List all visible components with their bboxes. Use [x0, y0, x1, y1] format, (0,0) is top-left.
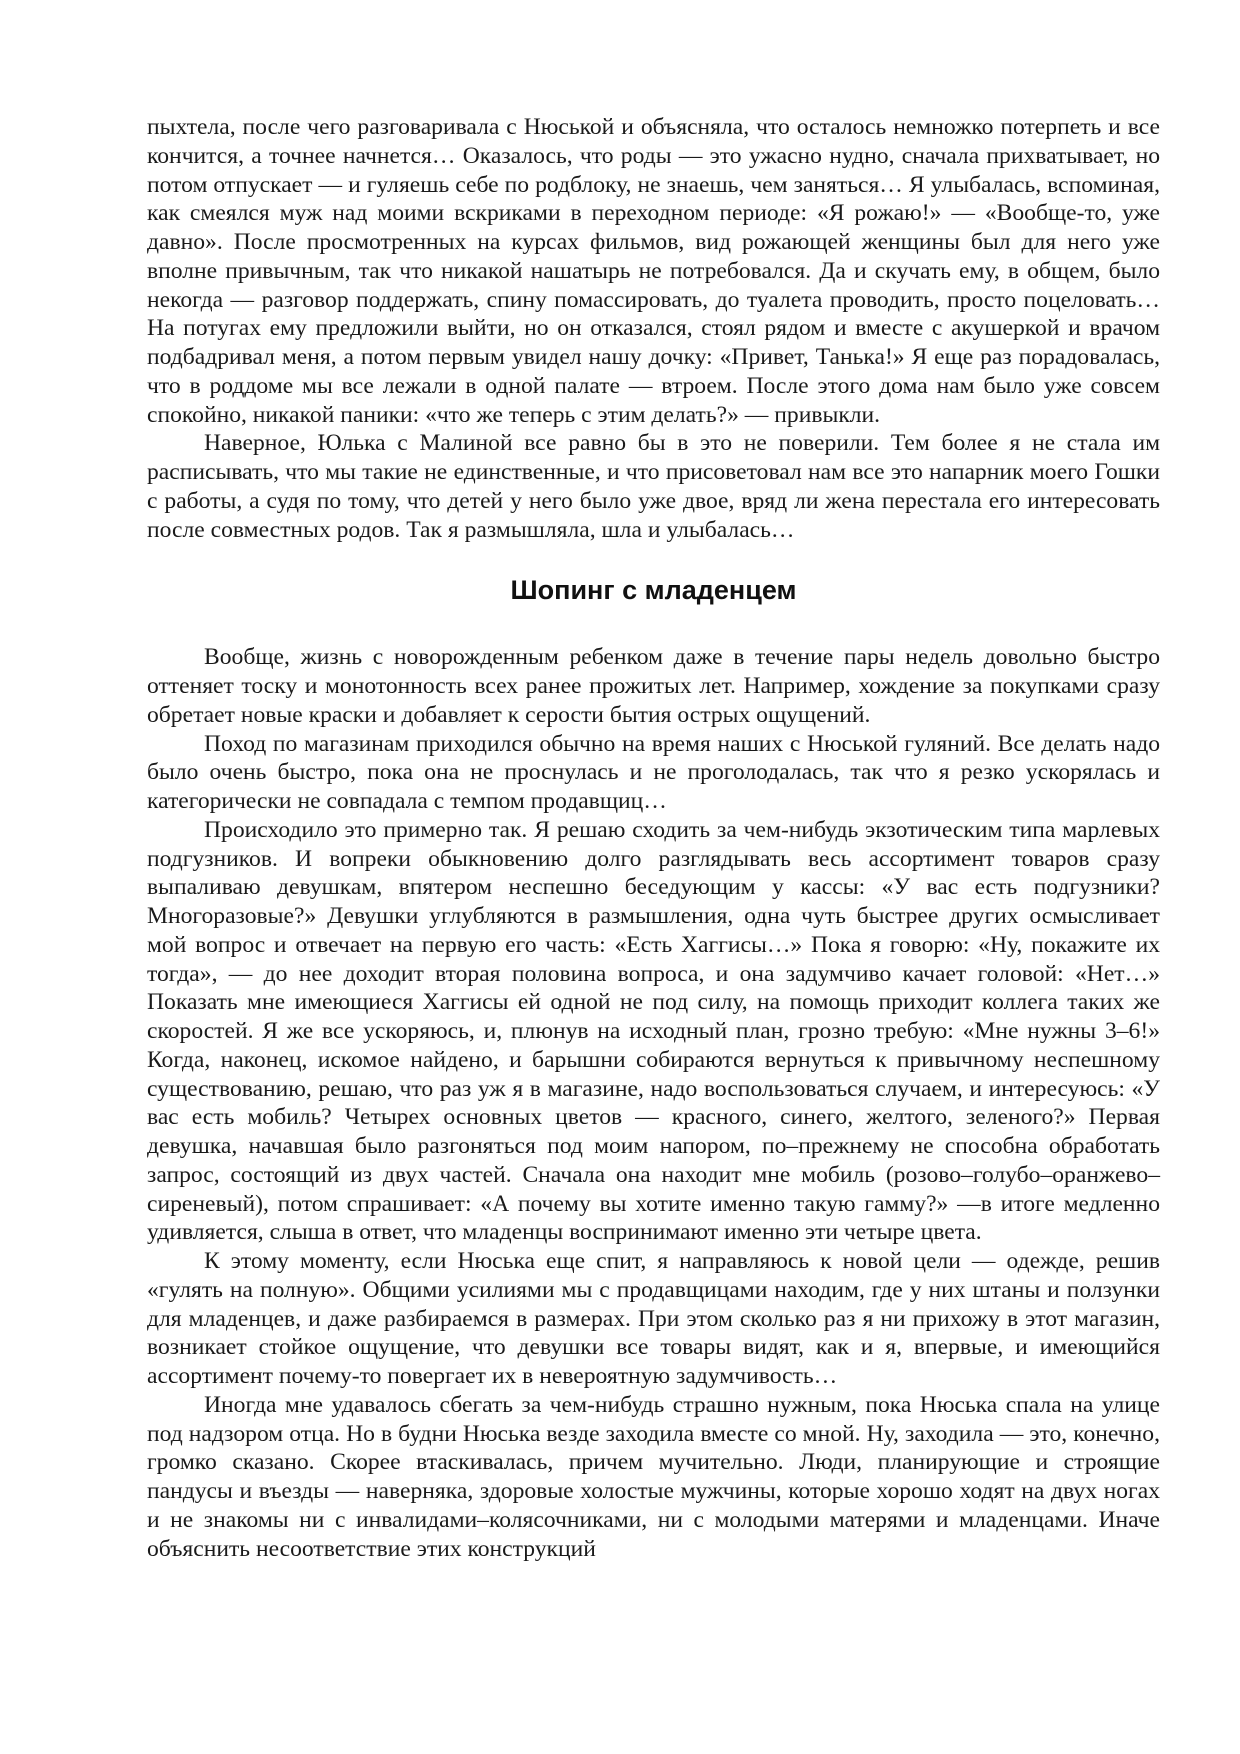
- paragraph: Наверное, Юлька с Малиной все равно бы в это не поверили. Тем более я не стала им расписывать, что мы такие не единственные, и что присоветовал нам все это напарник моего Гошки с работы, а судя по тому, что детей у него было уже двое, вряд ли жена перестала его интересовать после совместных родов. Так я размышляла, шла и улыбалась…: [147, 430, 1160, 543]
- paragraph: Вообще, жизнь с новорожденным ребенком даже в течение пары недель довольно быстро оттеняет тоску и монотонность всех ранее прожитых лет. Например, хождение за покупками сразу обретает новые краски и добавляет к серости бытия острых ощущений.: [147, 644, 1160, 728]
- paragraph: Происходило это примерно так. Я решаю сходить за чем-нибудь экзотическим типа марлевых подгузников. И вопреки обыкновению долго разглядывать весь ассортимент товаров сразу выпаливаю девушкам, впятером неспешно беседующим у кассы: «У вас есть подгузники? Многоразовые?» Девушки углубляются в размышления, одна чуть быстрее других осмысливает мой вопрос и отвечает на первую его часть: «Есть Хаггисы…» Пока я говорю: «Ну, покажите их тогда», — до нее доходит вторая половина вопроса, и она задумчиво качает головой: «Нет…» Показать мне имеющиеся Хаггисы ей одной не под силу, на помощь приходит коллега таких же скоростей. Я же все ускоряюсь, и, плюнув на исходный план, грозно требую: «Мне нужны 3–6!» Когда, наконец, искомое найдено, и барышни собираются вернуться к привычному неспешному существованию, решаю, что раз уж я в магазине, надо воспользоваться случаем, и интересуюсь: «У вас есть мобиль? Четырех основных цветов — красного, синего, желтого, зеленого?» Первая девушка, начавшая было разгоняться под моим напором, по–прежнему не способна обработать запрос, состоящий из двух частей. Сначала она находит мне мобиль (розово–голубо–оранжево–сиреневый), потом спрашивает: «А почему вы хотите именно такую гамму?» —в итоге медленно удивляется, слыша в ответ, что младенцы воспринимают именно эти четыре цвета.: [147, 816, 1160, 1246]
- chapter-title: Шопинг с младенцем: [510, 575, 797, 606]
- document-page: [147, 113, 1160, 1563]
- paragraph: Иногда мне удавалось сбегать за чем-нибудь страшно нужным, пока Нюська спала на улице под надзором отца. Но в будни Нюська везде заходила вместе со мной. Ну, заходила — это, конечно, громко сказано. Скорее втаскивалась, причем мучительно. Люди, планирующие и строящие пандусы и въезды — наверняка, здоровые холостые мужчины, которые хорошо ходят на двух ногах и не знакомы ни с инвалидами–колясочниками, ни с молодыми матерями и младенцами. Иначе объяснить несоответствие этих конструкций: [147, 1391, 1160, 1562]
- paragraph: Поход по магазинам приходился обычно на время наших с Нюськой гуляний. Все делать надо было очень быстро, пока она не проснулась и не проголодалась, так что я резко ускорялась и категорически не совпадала с темпом продавщиц…: [147, 730, 1160, 814]
- paragraph-continuation: пыхтела, после чего разговаривала с Нюськой и объясняла, что осталось немножко потерпеть и все кончится, а точнее начнется… Оказалось, что роды — это ужасно нудно, сначала прихватывает, но потом отпускает — и гуляешь себе по родблоку, не знаешь, чем заняться… Я улыбалась, вспоминая, как смеялся муж над моими вскриками в переходном периоде: «Я рожаю!» — «Вообще-то, уже давно». После просмотренных на курсах фильмов, вид рожающей женщины был для него уже вполне привычным, так что никакой нашатырь не потребовался. Да и скучать ему, в общем, было некогда — разговор поддержать, спину помассировать, до туалета проводить, просто поцеловать… На потугах ему предложили выйти, но он отказался, стоял рядом и вместе с акушеркой и врачом подбадривал меня, а потом первым увидел нашу дочку: «Привет, Танька!» Я еще раз порадовалась, что в роддоме мы все лежали в одной палате — втроем. После этого дома нам было уже совсем спокойно, никакой паники: «что же теперь с этим делать?» — привыкли.: [147, 114, 1160, 428]
- paragraph: К этому моменту, если Нюська еще спит, я направляюсь к новой цели — одежде, решив «гулять на полную». Общими усилиями мы с продавщицами находим, где у них штаны и ползунки для младенцев, и даже разбираемся в размерах. При этом сколько раз я ни прихожу в этот магазин, возникает стойкое ощущение, что девушки все товары видят, как и я, впервые, и имеющийся ассортимент почему-то повергает их в невероятную задумчивость…: [147, 1248, 1160, 1389]
